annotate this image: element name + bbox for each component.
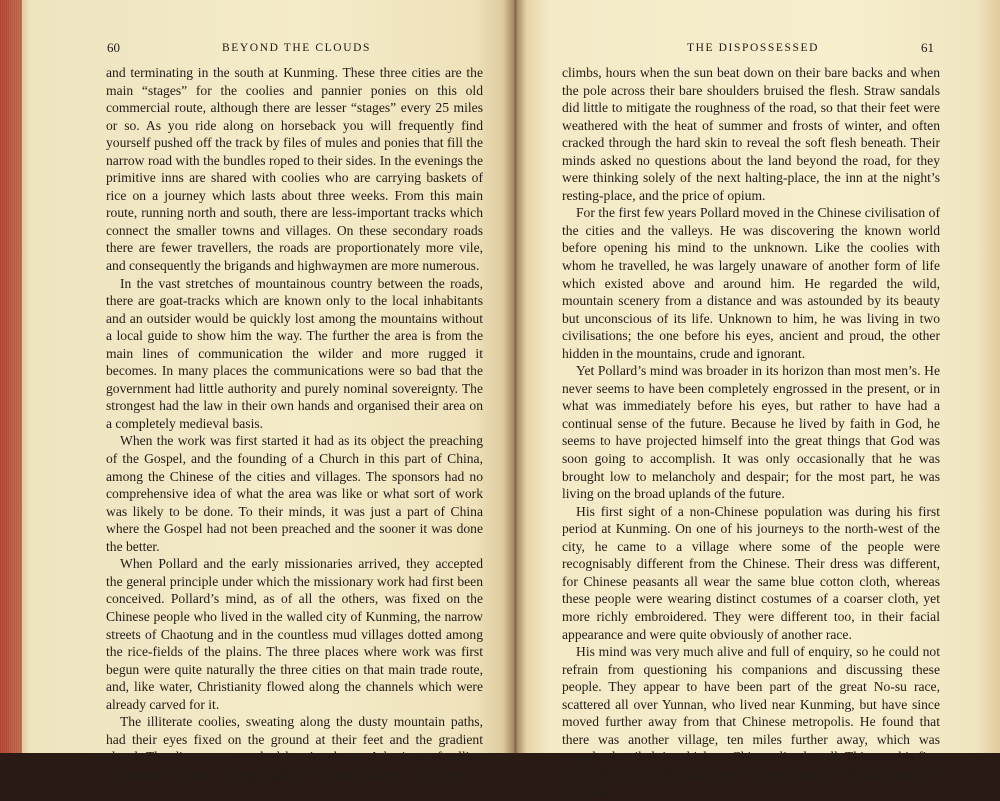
right-page bbox=[515, 0, 1000, 800]
page-number: 61 bbox=[921, 40, 934, 55]
paragraph: When the work was first started it had as its object the preaching of the Gospel, and the founding of a Church in this part of China, among the Chinese of the cities and villages. The sponsors had no comprehensive idea of what the area was like or what sort of work was likely to be done. To their minds, it was just a part of China where the Gospel had not been preached and the sooner it was done the better. bbox=[106, 433, 483, 554]
paragraph: When Pollard and the early missionaries arrived, they accepted the general principle under which the missionary work had first been conceived. Pollard’s mind, as of all the others, was fixed on the Chinese people who lived in the walled city of Kunming, the narrow streets of Chaotung and in the countless mud villages dotted among the rice-fields of the plains. The three places where work was first begun were quite naturally the three cities on that main trade route, and, like water, Christianity flowed along the channels which were already carved for it. bbox=[106, 556, 483, 712]
paragraph: and terminating in the south at Kunming. These three cities are the main “stages” for the coolies and pannier ponies on this old commercial route, although there are lesser “stages” every 25 miles or so. As you ride along on horseback you will frequently find yourself pushed off the track by files of mules and ponies that fill the narrow road with the bundles roped to their sides. In the evenings the primitive inns are shared with coolies who are carrying baskets of rice on a journey which lasts about three weeks. From this main route, running north and south, there are less-important tracks which connect the smaller towns and villages. On these secondary roads there are fewer travellers, the roads are proportionately more vile, and consequently the brigands and highwaymen are more numerous. bbox=[106, 65, 483, 274]
page-number: 60 bbox=[107, 40, 120, 55]
paragraph: In the vast stretches of mountainous country between the roads, there are goat-tracks which are known only to the local inhabitants and an outsider would be quickly lost among the mountains without a local guide to show him the way. The further the area is from the main lines of communication the wilder and more rugged it becomes. In many places the communications were so bad that the government had little authority and purely nominal sovereignty. The strongest had the law in their own hands and organised their area on a completely medieval basis. bbox=[106, 275, 483, 431]
body-text bbox=[562, 64, 940, 801]
paragraph: The illiterate coolies, sweating along the dusty mountain paths, had their eyes fixed on the ground at their feet and the gradient ahead. The distant scenery had lost its charm. A horizon of rolling mountains was not a stirring sight, for it meant to them only steep bbox=[106, 714, 483, 782]
paragraph: His mind was very much alive and full of enquiry, so he could not refrain from questioning his companions and discussing these people. They appear to have been part of the great No-su race, scattered all over Yunnan, who lived near Kunming, but have since moved further away from that Chinese metropolis. He found that there was another village, ten miles further away, which was completely tribal, in which no Chinese lived at all. This was his first notion that races other than the Chinese existed in this far-away part of China. bbox=[562, 644, 940, 800]
page-edge bbox=[0, 0, 22, 753]
paragraph: Yet Pollard’s mind was broader in its horizon than most men’s. He never seems to have been completely engrossed in the present, or in what was immediately before his eyes, but rather to have had a continual sense of the future. Because he lived by faith in God, he seems to have projected himself into the great things that God was soon going to accomplish. It was only occasionally that he was brought low to melancholy and despair; for the most part, he was living on the broad uplands of the future. bbox=[562, 363, 940, 502]
body-text bbox=[106, 64, 483, 783]
paragraph: climbs, hours when the sun beat down on their bare backs and when the pole across their bare shoulders bruised the flesh. Straw sandals did little to mitigate the roughness of the road, so that their feet were weathered with the heat of summer and frosts of winter, and often cracked through the hard skin to reveal the soft flesh beneath. Their minds asked no questions about the land beyond the road, for they were thinking solely of the next halting-place, the inn at the night’s resting-place, and the price of opium. bbox=[562, 65, 940, 203]
running-head: THE DISPOSSESSED bbox=[687, 42, 819, 54]
paragraph: For the first few years Pollard moved in the Chinese civilisation of the cities and the valleys. He was discovering the known world before opening his mind to the unknown. Like the coolies with whom he travelled, he was largely unaware of another form of life which existed above and around him. He regarded the wild, mountain scenery from a distance and was astounded by its beauty but unconscious of its life. Unknown to him, he was living in two civilisations; the one before his eyes, ancient and proud, the other hidden in the mountains, crude and ignorant. bbox=[562, 205, 940, 361]
paragraph: His first sight of a non-Chinese population was during his first period at Kunming. On one of his journeys to the north-west of the city, he came to a village where some of the people were recognisably different from the Chinese. Their dress was different, for Chinese peasants all wear the same blue cotton cloth, whereas these people were wearing distinct costumes of a coarser cloth, yet more richly embroidered. They were different too, in their facial appearance and were quite obviously of another race. bbox=[562, 503, 940, 642]
running-head: BEYOND THE CLOUDS bbox=[222, 42, 372, 54]
